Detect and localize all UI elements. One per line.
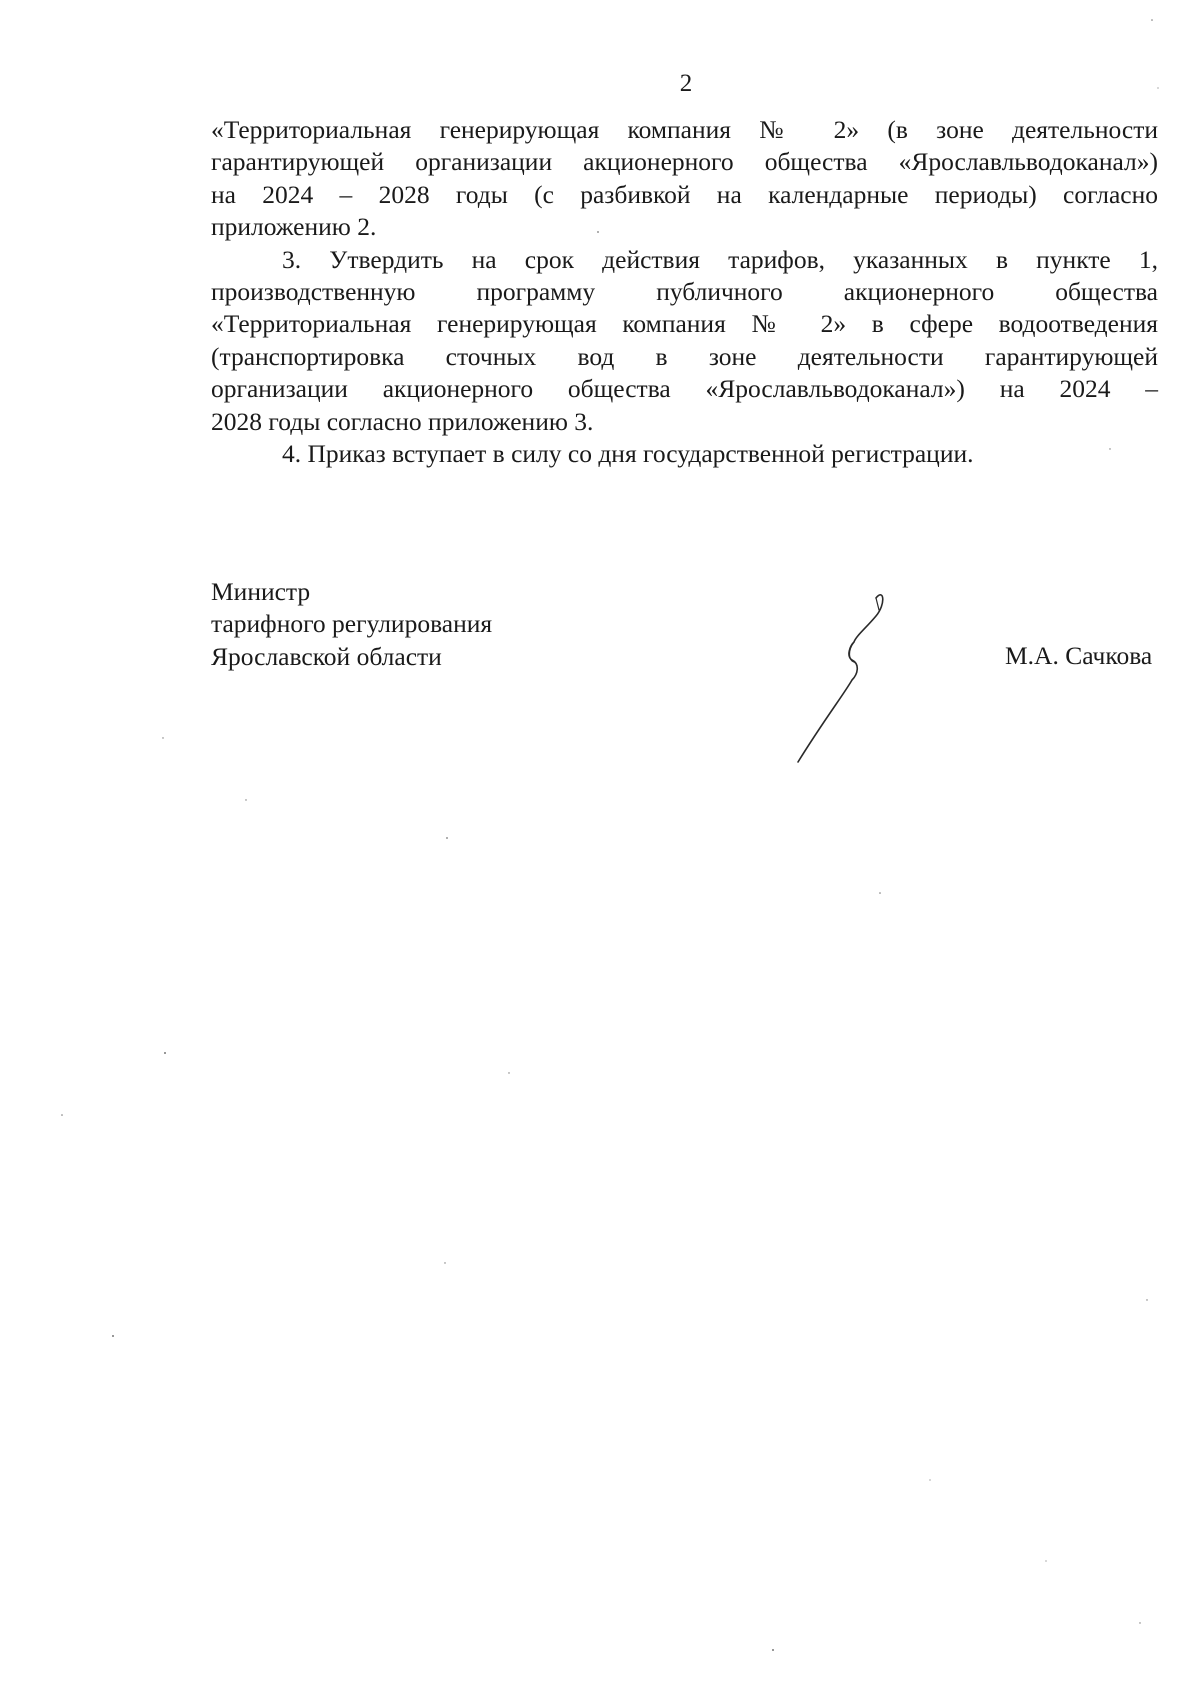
text-line: (транспортировка сточных вод в зоне деятельности гарантирующей [211,341,1158,371]
text-line: 4. Приказ вступает в силу со дня государственной регистрации. [282,439,974,469]
paragraph-tariff-continuation [211,114,1158,244]
text-line: на 2024 – 2028 годы (с разбивкой на календарные периоды) согласно [211,179,1158,209]
text-line: производственную программу публичного акционерного общества [211,277,1158,307]
signatory-title [211,576,492,673]
text-line: «Территориальная генерирующая компания № 2» (в зоне деятельности [211,115,1158,144]
text-line: 3. Утвердить на срок действия тарифов, указанных в пункте 1, [282,244,1158,274]
handwritten-signature [780,590,910,770]
document-body [211,114,1158,470]
text-line: «Территориальная генерирующая компания № 2» в сфере водоотведения [211,309,1158,339]
text-line: организации акционерного общества «Ярославльводоканал») на 2024 – [211,374,1158,404]
signatory-name: М.А. Сачкова [1005,641,1153,670]
signatory-title-line: Ярославской области [211,641,442,671]
paragraph-item-3 [211,244,1158,438]
paragraph-item-4 [211,438,1158,470]
text-line: гарантирующей организации акционерного общества «Ярославльводоканал») [211,147,1158,177]
signatory-title-line: тарифного регулирования [211,609,493,639]
page-number: 2 [679,70,693,97]
signatory-title-line: Министр [211,577,311,606]
text-line: 2028 годы согласно приложению 3. [211,406,594,436]
text-line: приложению 2. [211,212,377,242]
